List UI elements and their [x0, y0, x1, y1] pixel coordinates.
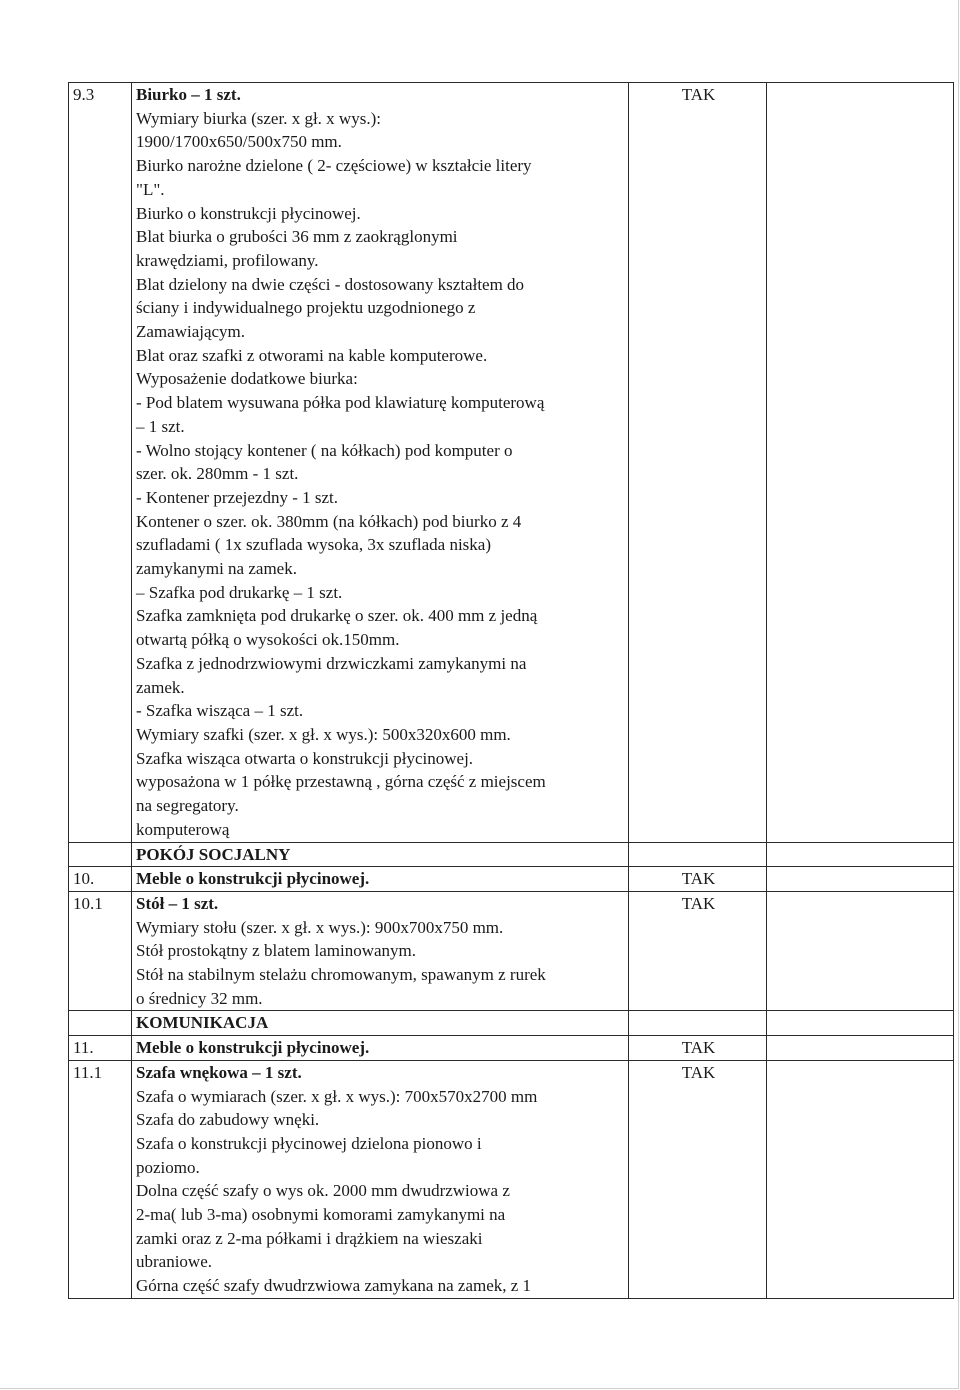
item-description-line: Stół prostokątny z blatem laminowanym. — [136, 941, 416, 961]
item-description-line: Stół na stabilnym stelażu chromowanym, spawanym z rurek — [136, 965, 546, 985]
item-number: 9.3 — [73, 85, 95, 104]
item-description-line: wyposażona w 1 półkę przestawną , górna część z miejscem — [136, 772, 546, 792]
item-description-cell — [132, 1011, 629, 1036]
item-description-line: Kontener o szer. ok. 380mm (na kółkach) pod biurko z 4 — [136, 511, 522, 531]
item-number-cell — [69, 1060, 132, 1298]
item-description-line: o średnicy 32 mm. — [136, 988, 263, 1008]
compliance-value: TAK — [681, 1062, 716, 1082]
item-description-line: szer. ok. 280mm - 1 szt. — [136, 464, 299, 484]
item-number: 11.1 — [73, 1062, 103, 1082]
item-description-line: Szafa o konstrukcji płycinowej dzielona pionowo i — [136, 1133, 482, 1153]
item-description-cell — [132, 1036, 629, 1061]
item-row — [69, 891, 954, 1011]
compliance-cell — [629, 1060, 767, 1298]
compliance-cell — [629, 842, 767, 867]
item-description-cell — [132, 842, 629, 867]
item-number: 10.1 — [73, 893, 103, 913]
item-number-cell — [69, 891, 132, 1011]
item-description-line: 1900/1700x650/500x750 mm. — [136, 132, 342, 152]
section-heading: POKÓJ SOCJALNY — [136, 844, 291, 864]
item-description-line: zamykanymi na zamek. — [136, 559, 297, 579]
item-description-line: Wymiary biurka (szer. x gł. x wys.): — [136, 108, 381, 128]
remarks-cell — [767, 891, 954, 1011]
item-description-line: - Wolno stojący kontener ( na kółkach) pod komputer o — [136, 440, 513, 460]
item-description-line: Górna część szafy dwudrzwiowa zamykana na zamek, z 1 — [136, 1276, 532, 1296]
item-description-line: Zamawiającym. — [136, 322, 246, 342]
item-title: Meble o konstrukcji płycinowej. — [136, 1038, 370, 1058]
item-description-line: "L". — [136, 179, 165, 199]
item-description-line: Wyposażenie dodatkowe biurka: — [136, 369, 358, 389]
item-description-line: komputerową — [136, 819, 230, 839]
remarks-cell — [767, 1036, 954, 1061]
item-row — [69, 867, 954, 892]
item-description-line: Szafka z jednodrzwiowymi drzwiczkami zamykanymi na — [136, 653, 527, 673]
item-description-line: krawędziami, profilowany. — [136, 250, 319, 270]
specification-table-body — [69, 83, 954, 1299]
item-title: Biurko – 1 szt. — [136, 85, 241, 104]
compliance-value: TAK — [681, 85, 716, 104]
item-title: Meble o konstrukcji płycinowej. — [136, 869, 370, 889]
item-description-line: ubraniowe. — [136, 1252, 213, 1272]
item-description-line: – 1 szt. — [136, 416, 185, 436]
compliance-value: TAK — [681, 1038, 716, 1058]
item-number-cell — [69, 1036, 132, 1061]
item-description-line: Biurko narożne dzielone ( 2- częściowe) w kształcie litery — [136, 156, 532, 176]
item-number-cell — [69, 842, 132, 867]
item-row — [69, 1036, 954, 1061]
item-description-line: Wymiary stołu (szer. x gł. x wys.): 900x700x750 mm. — [136, 917, 504, 937]
item-description-line: otwartą półką o wysokości ok.150mm. — [136, 630, 400, 650]
item-description-line: zamki oraz z 2-ma półkami i drążkiem na wieszaki — [136, 1228, 483, 1248]
item-number: 10. — [73, 869, 95, 889]
item-description-line: Szafa do zabudowy wnęki. — [136, 1110, 320, 1130]
compliance-value: TAK — [681, 869, 716, 889]
compliance-cell — [629, 1036, 767, 1061]
remarks-cell — [767, 842, 954, 867]
item-description-cell — [132, 83, 629, 843]
item-description-line: Dolna część szafy o wys ok. 2000 mm dwudrzwiowa z — [136, 1181, 510, 1201]
item-number: 11. — [73, 1038, 94, 1058]
remarks-cell — [767, 1011, 954, 1036]
item-number-cell — [69, 1011, 132, 1036]
item-description-line: Blat biurka o grubości 36 mm z zaokrąglonymi — [136, 227, 458, 247]
item-description-line: Szafka wisząca otwarta o konstrukcji płycinowej. — [136, 748, 474, 768]
item-title: Szafa wnękowa – 1 szt. — [136, 1062, 302, 1082]
item-description-line: Szafa o wymiarach (szer. x gł. x wys.): 700x570x2700 mm — [136, 1086, 538, 1106]
item-description-line: - Kontener przejezdny - 1 szt. — [136, 487, 339, 507]
item-description-line: Blat dzielony na dwie części - dostosowany kształtem do — [136, 274, 525, 294]
item-description-line: Wymiary szafki (szer. x gł. x wys.): 500x320x600 mm. — [136, 724, 511, 744]
item-description-line: zamek. — [136, 677, 185, 697]
item-description-line: - Pod blatem wysuwana półka pod klawiaturę komputerową — [136, 393, 545, 413]
item-number-cell — [69, 867, 132, 892]
item-description-line: na segregatory. — [136, 796, 239, 816]
section-row — [69, 842, 954, 867]
item-row — [69, 83, 954, 843]
remarks-cell — [767, 1060, 954, 1298]
remarks-cell — [767, 83, 954, 843]
item-description-line: Biurko o konstrukcji płycinowej. — [136, 203, 361, 223]
item-row — [69, 1060, 954, 1298]
item-description-line: 2-ma( lub 3-ma) osobnymi komorami zamykanymi na — [136, 1205, 506, 1225]
item-description-line: Blat oraz szafki z otworami na kable komputerowe. — [136, 345, 488, 365]
compliance-cell — [629, 891, 767, 1011]
item-description-cell — [132, 891, 629, 1011]
item-description-line: Szafka zamknięta pod drukarkę o szer. ok. 400 mm z jedną — [136, 606, 538, 626]
compliance-cell — [629, 83, 767, 843]
item-number-cell — [69, 83, 132, 843]
specification-table — [68, 82, 954, 1299]
compliance-cell — [629, 867, 767, 892]
compliance-cell — [629, 1011, 767, 1036]
item-description-line: poziomo. — [136, 1157, 200, 1177]
remarks-cell — [767, 867, 954, 892]
item-description-line: ściany i indywidualnego projektu uzgodnionego z — [136, 298, 476, 318]
item-description-line: - Szafka wisząca – 1 szt. — [136, 701, 304, 721]
item-description-cell — [132, 1060, 629, 1298]
item-description-line: – Szafka pod drukarkę – 1 szt. — [136, 582, 343, 602]
section-heading: KOMUNIKACJA — [136, 1013, 269, 1033]
item-title: Stół – 1 szt. — [136, 893, 219, 913]
item-description-cell — [132, 867, 629, 892]
compliance-value: TAK — [681, 893, 716, 913]
item-description-line: szufladami ( 1x szuflada wysoka, 3x szuflada niska) — [136, 535, 491, 555]
section-row — [69, 1011, 954, 1036]
